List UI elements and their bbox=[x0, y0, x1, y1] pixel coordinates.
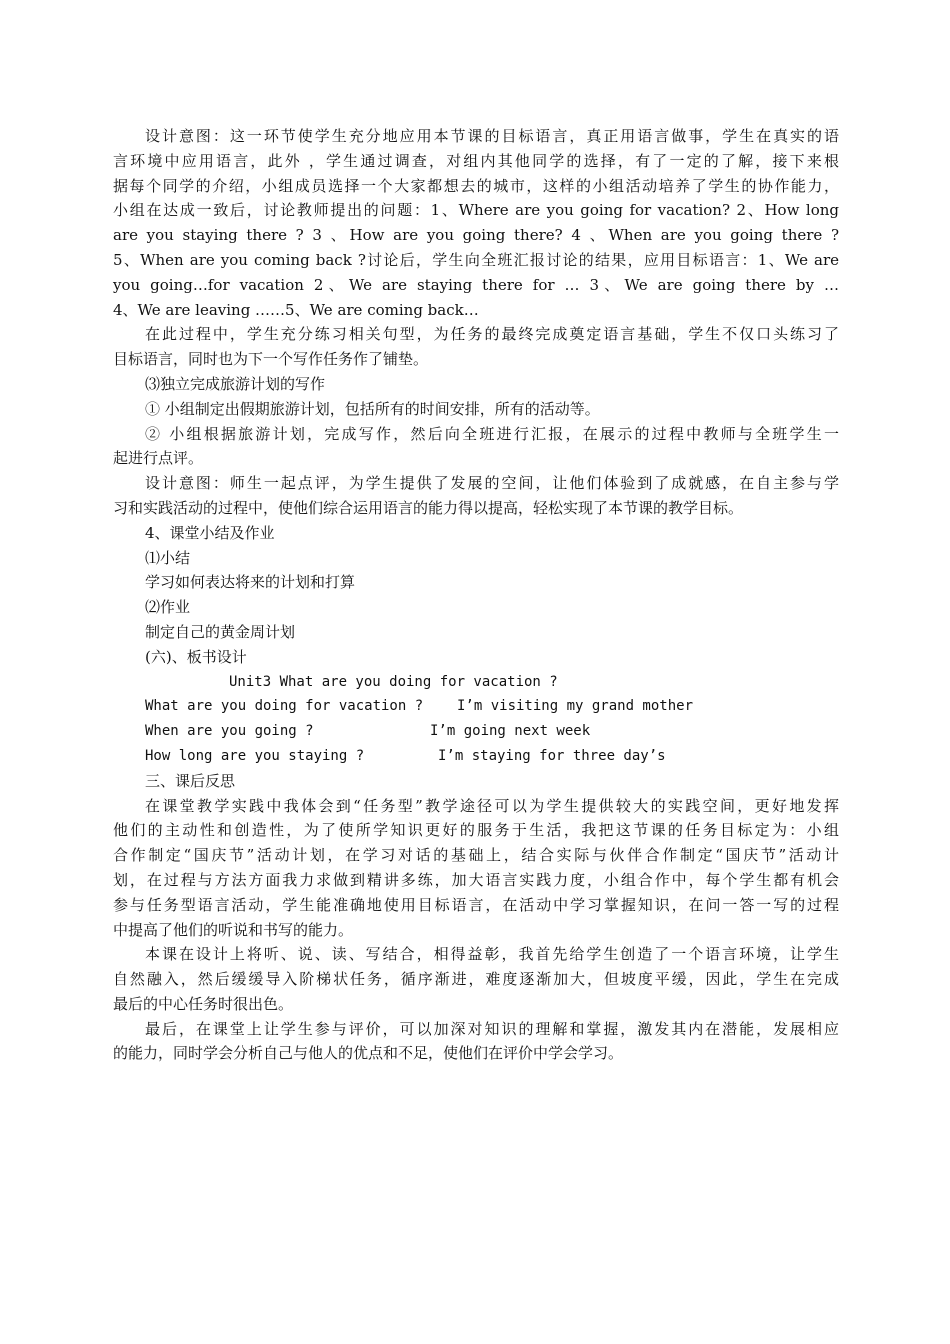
reflection-paragraph-3 bbox=[113, 1017, 839, 1067]
design-intent-paragraph-2 bbox=[113, 471, 839, 521]
text-line: 划，在过程与方法方面我力求做到精讲多练，加大语言实践力度，小组合作中，每个学生都有机会 bbox=[113, 870, 839, 889]
text-line: 小组在达成一致后，讨论教师提出的问题：1、Where are you going for vacation? 2、How long bbox=[113, 201, 839, 220]
text-line: 最后，在课堂上让学生参与评价，可以加深对知识的理解和掌握，激发其内在潜能，发展相应 bbox=[145, 1019, 839, 1038]
text-line: you going…for vacation 2、We are staying there for … 3、We are going there by … bbox=[113, 275, 839, 294]
reflection-paragraph-2 bbox=[113, 942, 839, 1016]
board-row bbox=[113, 744, 839, 769]
text-line: 中提高了他们的听说和书写的能力。 bbox=[113, 920, 354, 939]
step3-heading: ⑶独立完成旅游计划的写作 bbox=[145, 374, 326, 393]
board-answer: I’m going next week bbox=[430, 723, 591, 740]
document-page bbox=[113, 124, 839, 1066]
step3-item-2 bbox=[113, 422, 839, 472]
design-intent-paragraph bbox=[113, 124, 839, 322]
board-question: What are you doing for vacation ? bbox=[145, 698, 424, 715]
text-line: 他们的主动性和创造性，为了使所学知识更好的服务于生活，我把这节课的任务目标定为：小组 bbox=[113, 821, 839, 840]
text-line: 目标语言，同时也为下一个写作任务作了铺垫。 bbox=[113, 350, 429, 369]
practice-paragraph bbox=[113, 322, 839, 372]
step3-item-1: ① 小组制定出假期旅游计划，包括所有的时间安排，所有的活动等。 bbox=[145, 399, 600, 418]
text-line: 习和实践活动的过程中，使他们综合运用语言的能力得以提高，轻松实现了本节课的教学目标。 bbox=[113, 498, 744, 517]
text-line: 设计意图：师生一起点评，为学生提供了发展的空间，让他们体验到了成就感，在自主参与学 bbox=[145, 474, 839, 493]
reflection-paragraph-1 bbox=[113, 794, 839, 943]
board-row bbox=[113, 719, 839, 744]
text-line: 的能力，同时学会分析自己与他人的优点和不足，使他们在评价中学会学习。 bbox=[113, 1044, 624, 1063]
text-line: 设计意图：这一环节使学生充分地应用本节课的目标语言，真正用语言做事，学生在真实的语 bbox=[145, 127, 839, 145]
board-design-heading: (六)、板书设计 bbox=[145, 647, 247, 666]
text-line: 4、We are leaving ……5、We are coming back… bbox=[113, 300, 479, 319]
section-4-heading: 4、课堂小结及作业 bbox=[145, 523, 275, 542]
board-question: When are you going ? bbox=[145, 723, 314, 740]
text-line: 在课堂教学实践中我体会到“任务型”教学途径可以为学生提供较大的实践空间，更好地发挥 bbox=[145, 796, 839, 815]
board-answer: I’m visiting my grand mother bbox=[457, 698, 694, 715]
summary-text: 学习如何表达将来的计划和打算 bbox=[145, 573, 356, 592]
homework-heading: ⑵作业 bbox=[145, 598, 191, 617]
homework-text: 制定自己的黄金周计划 bbox=[145, 622, 296, 641]
board-row bbox=[113, 694, 839, 719]
text-line: 在此过程中，学生充分练习相关句型，为任务的最终完成奠定语言基础，学生不仅口头练习了 bbox=[145, 325, 839, 344]
text-line: 合作制定“国庆节”活动计划，在学习对话的基础上，结合实际与伙伴合作制定“国庆节”活动计 bbox=[113, 846, 839, 865]
text-line: 参与任务型语言活动，学生能准确地使用目标语言，在活动中学习掌握知识，在问一答一写的过程 bbox=[113, 895, 839, 914]
board-question: How long are you staying ? bbox=[145, 747, 365, 764]
text-line: ② 小组根据旅游计划，完成写作，然后向全班进行汇报，在展示的过程中教师与全班学生一 bbox=[145, 424, 839, 443]
text-line: are you staying there ? 3 、How are you going there? 4 、When are you going there ? bbox=[113, 226, 839, 245]
text-line: 本课在设计上将听、说、读、写结合，相得益彰，我首先给学生创造了一个语言环境，让学生 bbox=[145, 945, 839, 964]
board-design bbox=[113, 670, 839, 769]
text-line: 言环境中应用语言，此外 ，学生通过调查，对组内其他同学的选择，有了一定的了解，接下来根 bbox=[113, 151, 839, 170]
text-line: 自然融入，然后缓缓导入阶梯状任务，循序渐进，难度逐渐加大，但坡度平缓，因此，学生在完成 bbox=[113, 970, 839, 989]
text-line: 5、When are you coming back ?讨论后，学生向全班汇报讨论的结果，应用目标语言：1、We are bbox=[113, 250, 839, 269]
text-line: 据每个同学的介绍，小组成员选择一个大家都想去的城市，这样的小组活动培养了学生的协作能力， bbox=[113, 176, 839, 195]
summary-heading: ⑴小结 bbox=[145, 548, 191, 567]
board-unit-title: Unit3 What are you doing for vacation ? bbox=[229, 673, 558, 690]
reflection-heading: 三、课后反思 bbox=[145, 771, 236, 790]
board-answer: I’m staying for three day’s bbox=[438, 747, 666, 764]
text-line: 最后的中心任务时很出色。 bbox=[113, 994, 294, 1013]
text-line: 起进行点评。 bbox=[113, 449, 204, 468]
